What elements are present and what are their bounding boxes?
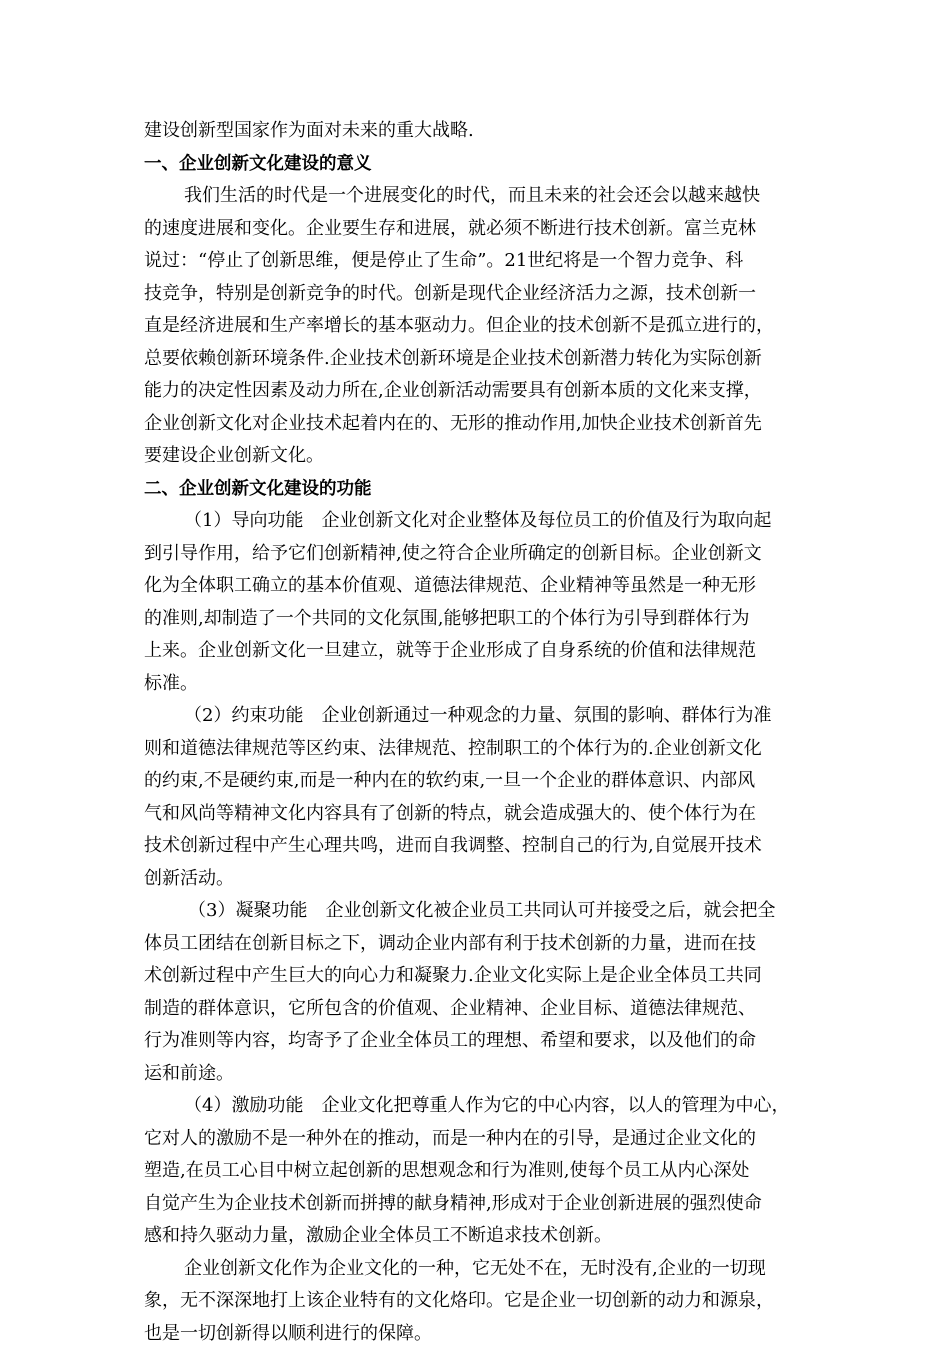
text-line: 的约束,不是硬约束,而是一种内在的软约束,一旦一个企业的群体意识、内部风 <box>144 765 808 798</box>
text-line: 标准。 <box>144 668 808 701</box>
text-line: 建设创新型国家作为面对未来的重大战略. <box>144 115 808 148</box>
text-line: （4）激励功能 企业文化把尊重人作为它的中心内容，以人的管理为中心， <box>144 1090 808 1123</box>
text-line: 技竞争，特别是创新竞争的时代。创新是现代企业经济活力之源，技术创新一 <box>144 278 808 311</box>
document-page <box>144 115 808 1350</box>
text-line: 则和道德法律规范等区约束、法律规范、控制职工的个体行为的.企业创新文化 <box>144 733 808 766</box>
text-line: 说过：“停止了创新思维，便是停止了生命”。21世纪将是一个智力竞争、科 <box>144 245 808 278</box>
text-line: 它对人的激励不是一种外在的推动，而是一种内在的引导，是通过企业文化的 <box>144 1123 808 1156</box>
section2-heading <box>144 473 808 506</box>
text-line: 化为全体职工确立的基本价值观、道德法律规范、企业精神等虽然是一种无形 <box>144 570 808 603</box>
text-line: 体员工团结在创新目标之下，调动企业内部有利于技术创新的力量，进而在技 <box>144 928 808 961</box>
text-line: 气和风尚等精神文化内容具有了创新的特点，就会造成强大的、使个体行为在 <box>144 798 808 831</box>
text-line: 我们生活的时代是一个进展变化的时代，而且未来的社会还会以越来越快 <box>144 180 808 213</box>
text-line: 运和前途。 <box>144 1058 808 1091</box>
closing-paragraph <box>144 1253 808 1350</box>
intro-paragraph <box>144 115 808 148</box>
text-line: （1）导向功能 企业创新文化对企业整体及每位员工的价值及行为取向起 <box>144 505 808 538</box>
text-line: 感和持久驱动力量，激励企业全体员工不断追求技术创新。 <box>144 1220 808 1253</box>
text-line: 术创新过程中产生巨大的向心力和凝聚力.企业文化实际上是企业全体员工共同 <box>144 960 808 993</box>
section1-paragraph <box>144 180 808 473</box>
text-line: 塑造,在员工心目中树立起创新的思想观念和行为准则,使每个员工从内心深处 <box>144 1155 808 1188</box>
text-line: （3）凝聚功能 企业创新文化被企业员工共同认可并接受之后，就会把全 <box>144 895 808 928</box>
text-line: （2）约束功能 企业创新通过一种观念的力量、氛围的影响、群体行为准 <box>144 700 808 733</box>
function-paragraph-constraint <box>144 700 808 895</box>
text-line: 总要依赖创新环境条件.企业技术创新环境是企业技术创新潜力转化为实际创新 <box>144 343 808 376</box>
section1-heading <box>144 148 808 181</box>
text-line: 能力的决定性因素及动力所在,企业创新活动需要具有创新本质的文化来支撑， <box>144 375 808 408</box>
function-paragraph-guidance <box>144 505 808 700</box>
text-line: 技术创新过程中产生心理共鸣，进而自我调整、控制自己的行为,自觉展开技术 <box>144 830 808 863</box>
text-line: 要建设企业创新文化。 <box>144 440 808 473</box>
text-line: 的速度进展和变化。企业要生存和进展，就必须不断进行技术创新。富兰克林 <box>144 213 808 246</box>
text-line: 创新活动。 <box>144 863 808 896</box>
text-line: 也是一切创新得以顺利进行的保障。 <box>144 1318 808 1350</box>
text-line: 企业创新文化对企业技术起着内在的、无形的推动作用,加快企业技术创新首先 <box>144 408 808 441</box>
text-line: 到引导作用，给予它们创新精神,使之符合企业所确定的创新目标。企业创新文 <box>144 538 808 571</box>
heading-text: 二、企业创新文化建设的功能 <box>144 473 808 506</box>
function-paragraph-cohesion <box>144 895 808 1090</box>
function-paragraph-incentive <box>144 1090 808 1253</box>
heading-text: 一、企业创新文化建设的意义 <box>144 148 808 181</box>
text-line: 象，无不深深地打上该企业特有的文化烙印。它是企业一切创新的动力和源泉， <box>144 1285 808 1318</box>
text-line: 直是经济进展和生产率增长的基本驱动力。但企业的技术创新不是孤立进行的， <box>144 310 808 343</box>
text-line: 自觉产生为企业技术创新而拼搏的献身精神,形成对于企业创新进展的强烈使命 <box>144 1188 808 1221</box>
text-line: 的准则,却制造了一个共同的文化氛围,能够把职工的个体行为引导到群体行为 <box>144 603 808 636</box>
text-line: 制造的群体意识，它所包含的价值观、企业精神、企业目标、道德法律规范、 <box>144 993 808 1026</box>
text-line: 上来。企业创新文化一旦建立，就等于企业形成了自身系统的价值和法律规范 <box>144 635 808 668</box>
text-line: 行为准则等内容，均寄予了企业全体员工的理想、希望和要求，以及他们的命 <box>144 1025 808 1058</box>
text-line: 企业创新文化作为企业文化的一种，它无处不在，无时没有,企业的一切现 <box>144 1253 808 1286</box>
